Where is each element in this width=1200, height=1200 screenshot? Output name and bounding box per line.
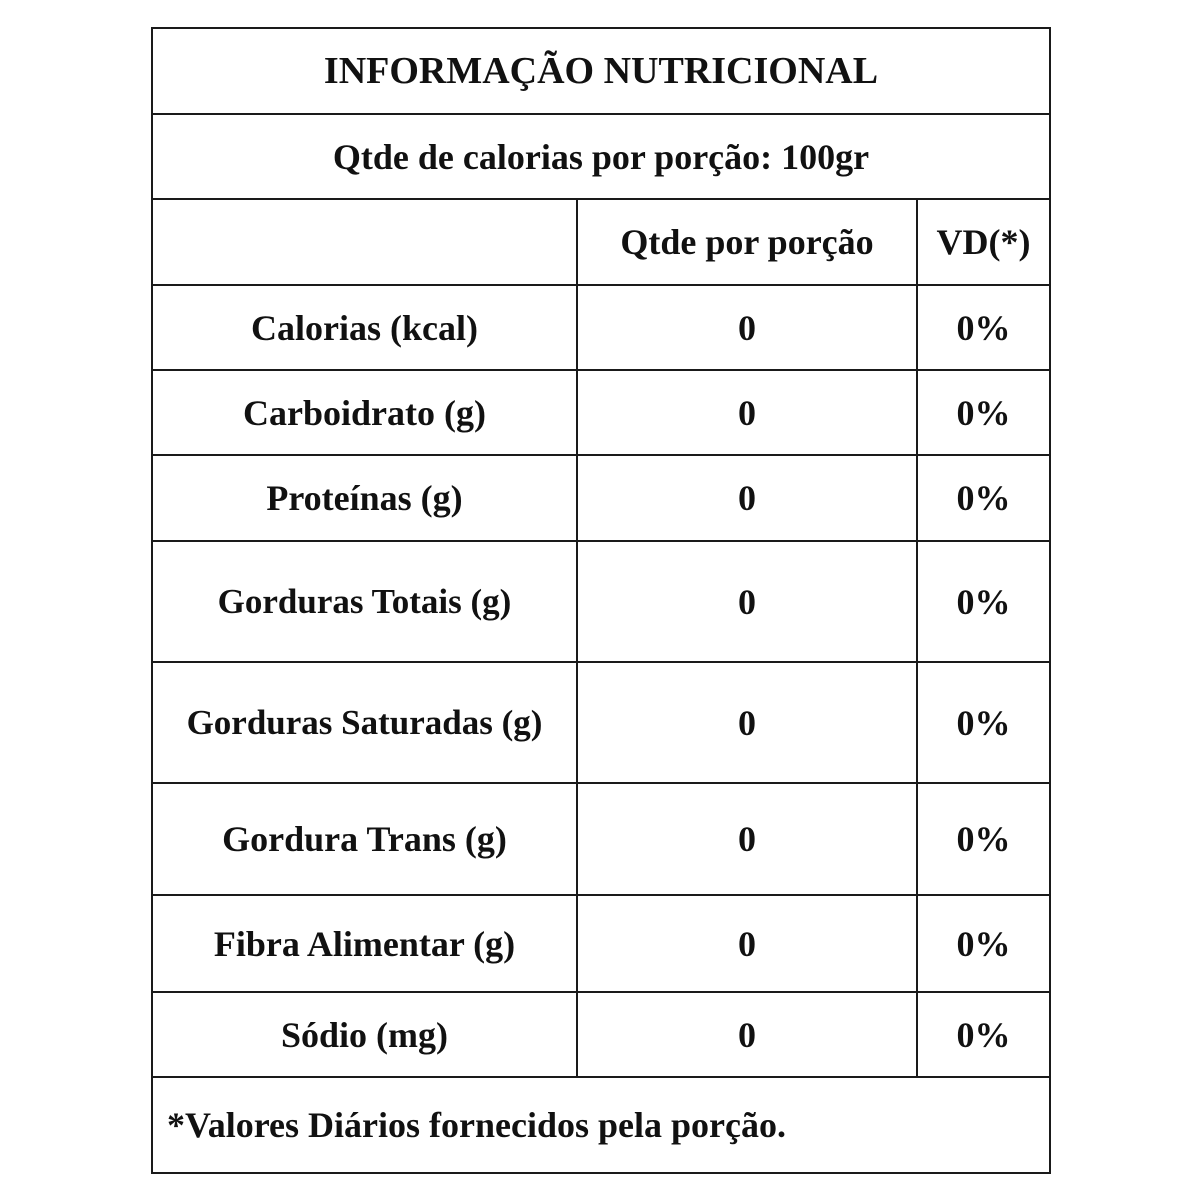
nutrient-amount: 0 (577, 662, 917, 783)
nutrient-daily-value: 0% (917, 662, 1050, 783)
table-row (152, 370, 1050, 455)
nutrient-daily-value: 0% (917, 541, 1050, 662)
nutrient-daily-value: 0% (917, 895, 1050, 992)
header-amount: Qtde por porção (577, 199, 917, 285)
table-row (152, 285, 1050, 370)
nutrient-label: Gordura Trans (g) (152, 783, 577, 895)
nutrient-amount: 0 (577, 992, 917, 1077)
nutrient-daily-value: 0% (917, 783, 1050, 895)
nutrient-daily-value: 0% (917, 370, 1050, 455)
nutrient-amount: 0 (577, 370, 917, 455)
header-row (152, 199, 1050, 285)
nutrient-label: Fibra Alimentar (g) (152, 895, 577, 992)
table-row (152, 455, 1050, 541)
nutrient-amount: 0 (577, 895, 917, 992)
nutrient-label: Carboidrato (g) (152, 370, 577, 455)
table-row (152, 992, 1050, 1077)
table-title: INFORMAÇÃO NUTRICIONAL (152, 28, 1050, 114)
header-nutrient (152, 199, 577, 285)
title-row (152, 28, 1050, 114)
nutrient-label: Gorduras Saturadas (g) (152, 662, 577, 783)
footnote: *Valores Diários fornecidos pela porção. (152, 1077, 1050, 1173)
nutrient-amount: 0 (577, 541, 917, 662)
nutrition-facts-table (151, 27, 1051, 1174)
nutrient-label: Sódio (mg) (152, 992, 577, 1077)
table-row (152, 541, 1050, 662)
nutrient-amount: 0 (577, 455, 917, 541)
nutrient-daily-value: 0% (917, 455, 1050, 541)
footnote-row (152, 1077, 1050, 1173)
nutrient-label: Calorias (kcal) (152, 285, 577, 370)
nutrient-amount: 0 (577, 783, 917, 895)
nutrient-daily-value: 0% (917, 992, 1050, 1077)
table-row (152, 783, 1050, 895)
nutrient-daily-value: 0% (917, 285, 1050, 370)
table-row (152, 895, 1050, 992)
header-daily-value: VD(*) (917, 199, 1050, 285)
serving-row (152, 114, 1050, 199)
serving-size: Qtde de calorias por porção: 100gr (152, 114, 1050, 199)
nutrient-label: Proteínas (g) (152, 455, 577, 541)
table-row (152, 662, 1050, 783)
nutrient-amount: 0 (577, 285, 917, 370)
nutrient-label: Gorduras Totais (g) (152, 541, 577, 662)
